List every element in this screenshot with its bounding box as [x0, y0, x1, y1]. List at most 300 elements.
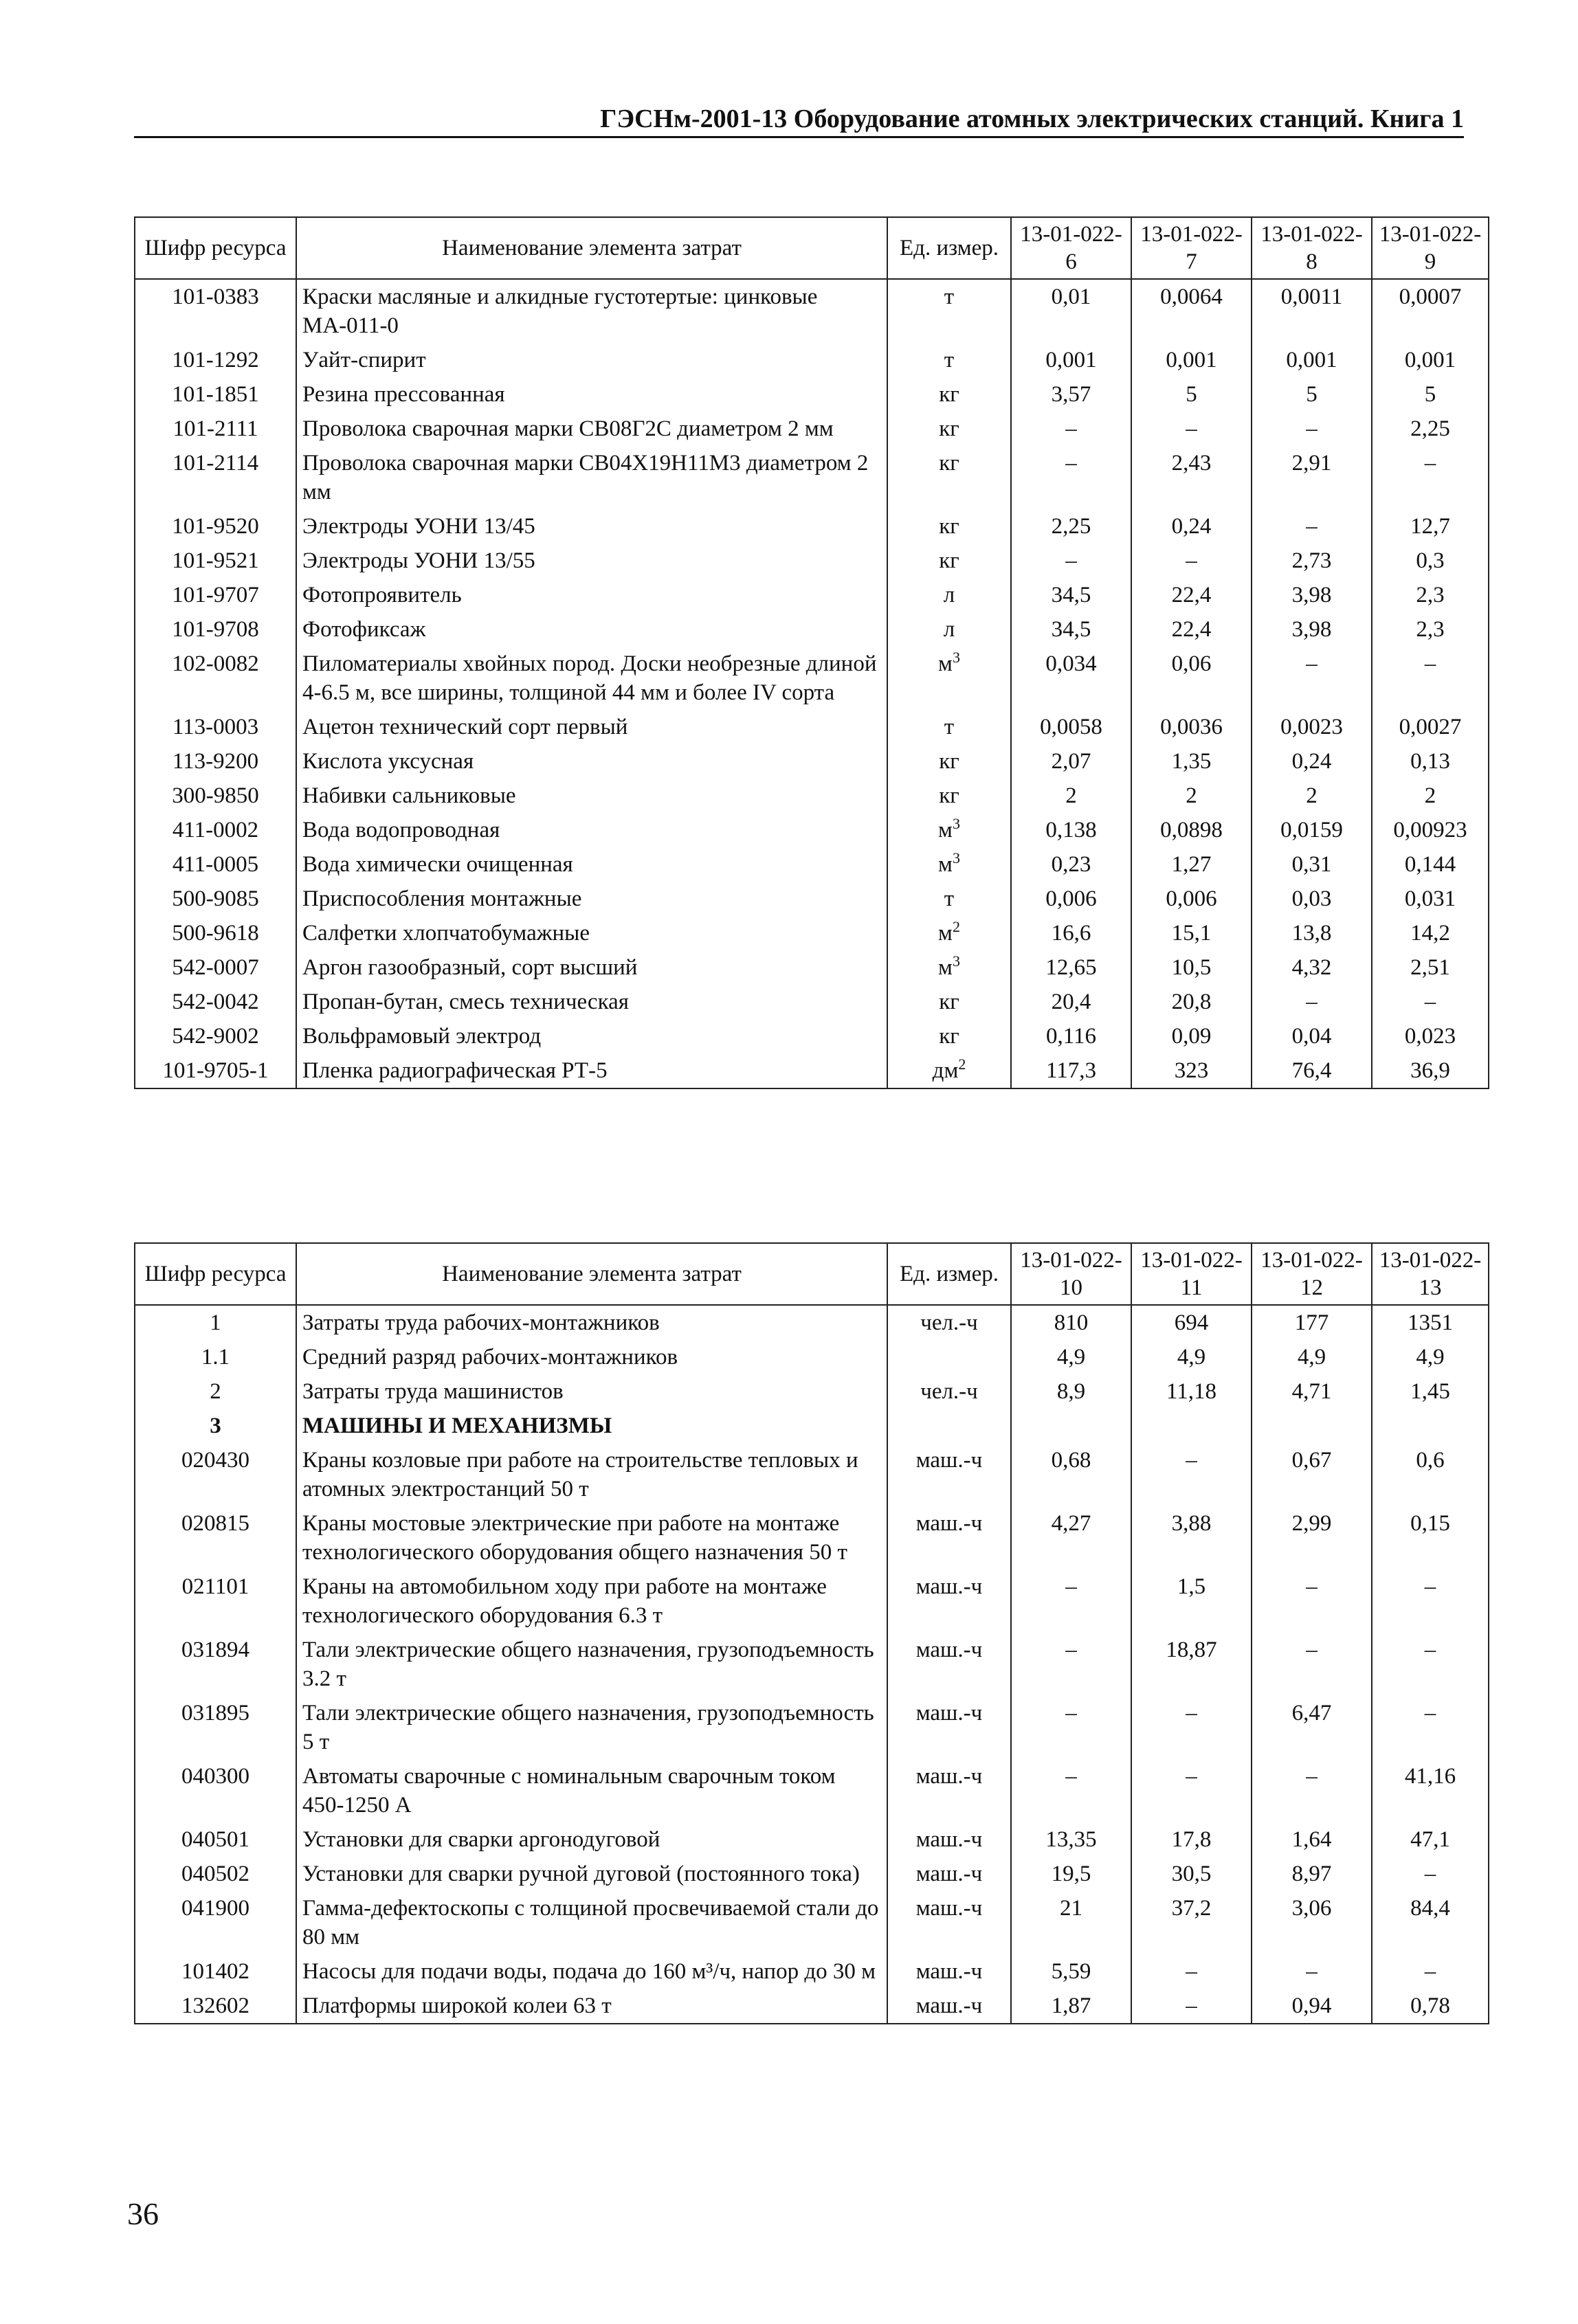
table-row — [135, 1989, 1489, 2024]
norm-value: 0,031 — [1372, 882, 1489, 916]
norm-value: 3,98 — [1252, 612, 1372, 647]
resource-code: 020430 — [135, 1443, 296, 1506]
unit-of-measure: кг — [939, 1024, 959, 1049]
norm-value: 323 — [1131, 1053, 1252, 1088]
norm-value: 0,31 — [1252, 847, 1372, 882]
norm-value: 1,87 — [1011, 1989, 1131, 2024]
unit-of-measure: кг — [939, 783, 959, 808]
unit-of-measure: маш.-ч — [915, 1448, 983, 1473]
unit-cell — [887, 744, 1011, 779]
unit-cell — [887, 1569, 1011, 1633]
norm-value: 12,65 — [1011, 950, 1131, 985]
norm-value: – — [1252, 509, 1372, 544]
table-row — [135, 1954, 1489, 1989]
norm-value: – — [1011, 1759, 1131, 1822]
table-row — [135, 1340, 1489, 1374]
norm-value: 0,0007 — [1372, 279, 1489, 343]
unit-cell — [887, 1053, 1011, 1088]
cost-element-name: МАШИНЫ И МЕХАНИЗМЫ — [296, 1409, 887, 1443]
norm-value: 0,24 — [1252, 744, 1372, 779]
unit-cell — [887, 1340, 1011, 1374]
norm-value: 4,9 — [1131, 1340, 1252, 1374]
cost-element-name: Краны мостовые электрические при работе на монтаже технологического оборудования общего назначения 50 т — [296, 1506, 887, 1569]
cost-element-name: Пропан-бутан, смесь техническая — [296, 985, 887, 1019]
norm-value: 1,64 — [1252, 1822, 1372, 1857]
resource-code: 411-0005 — [135, 847, 296, 882]
unit-cell — [887, 985, 1011, 1019]
unit-of-measure: м — [938, 921, 953, 946]
norm-value: 4,9 — [1011, 1340, 1131, 1374]
table-row — [135, 1443, 1489, 1506]
cost-element-name: Электроды УОНИ 13/55 — [296, 544, 887, 578]
table-header-row — [135, 1243, 1489, 1305]
header-name: Наименование элемента затрат — [296, 217, 887, 279]
resource-code: 101-9521 — [135, 544, 296, 578]
norm-value: – — [1372, 985, 1489, 1019]
page-header: ГЭСНм-2001-13 Оборудование атомных электрических станций. Книга 1 — [134, 103, 1464, 138]
norm-value: 12,7 — [1372, 509, 1489, 544]
table-row — [135, 779, 1489, 813]
unit-exponent: 2 — [952, 918, 960, 935]
table-row — [135, 1759, 1489, 1822]
header-col: 13-01-022-10 — [1011, 1243, 1131, 1305]
resource-code: 040502 — [135, 1857, 296, 1891]
unit-of-measure: т — [944, 284, 955, 309]
unit-of-measure: маш.-ч — [915, 1638, 983, 1662]
unit-exponent: 3 — [952, 849, 960, 867]
table-row — [135, 279, 1489, 343]
cost-element-name: Фотофиксаж — [296, 612, 887, 647]
table-row — [135, 1696, 1489, 1759]
header-col: 13-01-022-6 — [1011, 217, 1131, 279]
unit-exponent: 3 — [952, 952, 960, 970]
norm-value: 2,3 — [1372, 612, 1489, 647]
unit-cell — [887, 612, 1011, 647]
table-row — [135, 813, 1489, 847]
table-row — [135, 343, 1489, 377]
table-row — [135, 446, 1489, 509]
norm-value: 2,25 — [1011, 509, 1131, 544]
cost-element-name: Насосы для подачи воды, подача до 160 м³/ч, напор до 30 м — [296, 1954, 887, 1989]
norm-value — [1252, 1409, 1372, 1443]
norm-value: 22,4 — [1131, 578, 1252, 612]
norm-value: – — [1372, 1696, 1489, 1759]
cost-element-name: Установки для сварки ручной дуговой (постоянного тока) — [296, 1857, 887, 1891]
norm-value: 0,03 — [1252, 882, 1372, 916]
unit-cell — [887, 1759, 1011, 1822]
unit-cell — [887, 1305, 1011, 1340]
norm-value — [1131, 1409, 1252, 1443]
unit-of-measure: кг — [939, 416, 959, 441]
table-row — [135, 1374, 1489, 1409]
norm-value: 0,06 — [1131, 647, 1252, 710]
resource-code: 113-9200 — [135, 744, 296, 779]
unit-of-measure: маш.-ч — [915, 1896, 983, 1921]
norm-value: 0,6 — [1372, 1443, 1489, 1506]
resource-code: 542-0042 — [135, 985, 296, 1019]
norm-value: – — [1252, 1633, 1372, 1696]
unit-of-measure: м — [938, 955, 953, 980]
resource-code: 101-0383 — [135, 279, 296, 343]
header-unit: Ед. измер. — [887, 1243, 1011, 1305]
norm-value: 30,5 — [1131, 1857, 1252, 1891]
norm-value: 34,5 — [1011, 578, 1131, 612]
norm-value — [1011, 1409, 1131, 1443]
unit-cell — [887, 1857, 1011, 1891]
cost-element-name: Автоматы сварочные с номинальным сварочным током 450-1250 А — [296, 1759, 887, 1822]
norm-value: 1,5 — [1131, 1569, 1252, 1633]
norm-value: 0,68 — [1011, 1443, 1131, 1506]
norm-value: – — [1131, 1989, 1252, 2024]
unit-cell — [887, 916, 1011, 950]
norm-value: 1,45 — [1372, 1374, 1489, 1409]
norm-value: – — [1131, 412, 1252, 446]
unit-cell — [887, 710, 1011, 744]
table-row — [135, 1891, 1489, 1954]
unit-of-measure: маш.-ч — [915, 1511, 983, 1536]
norm-value: 36,9 — [1372, 1053, 1489, 1088]
table-row — [135, 1305, 1489, 1340]
norm-value: 0,138 — [1011, 813, 1131, 847]
resource-code: 101-1851 — [135, 377, 296, 412]
norm-value: 0,001 — [1252, 343, 1372, 377]
norm-value: 2,99 — [1252, 1506, 1372, 1569]
norm-value: – — [1372, 1857, 1489, 1891]
norm-value: 37,2 — [1131, 1891, 1252, 1954]
unit-of-measure: чел.-ч — [920, 1379, 978, 1404]
cost-element-name: Электроды УОНИ 13/45 — [296, 509, 887, 544]
norm-value: 0,01 — [1011, 279, 1131, 343]
norm-value: – — [1372, 1954, 1489, 1989]
norm-value: 0,04 — [1252, 1019, 1372, 1053]
norm-value: 47,1 — [1372, 1822, 1489, 1857]
unit-of-measure: кг — [939, 990, 959, 1014]
unit-exponent: 2 — [958, 1055, 966, 1073]
norm-value: 2 — [1131, 779, 1252, 813]
norm-value: 0,15 — [1372, 1506, 1489, 1569]
cost-element-name: Аргон газообразный, сорт высший — [296, 950, 887, 985]
resource-code: 132602 — [135, 1989, 296, 2024]
unit-cell — [887, 1891, 1011, 1954]
norm-value: 0,78 — [1372, 1989, 1489, 2024]
unit-of-measure: маш.-ч — [915, 1862, 983, 1886]
unit-of-measure: маш.-ч — [915, 1764, 983, 1789]
norm-value: 15,1 — [1131, 916, 1252, 950]
norm-value: 0,116 — [1011, 1019, 1131, 1053]
resource-code: 2 — [135, 1374, 296, 1409]
norm-value: 0,001 — [1131, 343, 1252, 377]
table-row — [135, 1053, 1489, 1088]
norm-value: 0,0159 — [1252, 813, 1372, 847]
cost-element-name: Краны на автомобильном ходу при работе на монтаже технологического оборудования 6.3 т — [296, 1569, 887, 1633]
unit-of-measure: л — [943, 617, 955, 642]
norm-value: 1,35 — [1131, 744, 1252, 779]
header-col: 13-01-022-11 — [1131, 1243, 1252, 1305]
cost-element-name: Краски масляные и алкидные густотертые: цинковые МА-011-0 — [296, 279, 887, 343]
resource-code: 101-9708 — [135, 612, 296, 647]
cost-element-name: Вода химически очищенная — [296, 847, 887, 882]
norm-value: 3,57 — [1011, 377, 1131, 412]
norm-value: – — [1131, 1954, 1252, 1989]
cost-element-name: Проволока сварочная марки СВ08Г2С диаметром 2 мм — [296, 412, 887, 446]
table-row — [135, 612, 1489, 647]
norm-value — [1372, 1409, 1489, 1443]
cost-element-name: Приспособления монтажные — [296, 882, 887, 916]
norm-value: 19,5 — [1011, 1857, 1131, 1891]
norm-value: – — [1372, 1569, 1489, 1633]
norm-value: 2,25 — [1372, 412, 1489, 446]
norm-value: 0,006 — [1131, 882, 1252, 916]
norm-value: – — [1131, 1696, 1252, 1759]
norm-value: – — [1011, 1569, 1131, 1633]
unit-cell — [887, 1989, 1011, 2024]
unit-of-measure: кг — [939, 451, 959, 476]
resource-code: 113-0003 — [135, 710, 296, 744]
norm-value: 0,023 — [1372, 1019, 1489, 1053]
unit-cell — [887, 1822, 1011, 1857]
cost-element-name: Затраты труда машинистов — [296, 1374, 887, 1409]
norm-value: 0,001 — [1372, 343, 1489, 377]
norm-value: 4,71 — [1252, 1374, 1372, 1409]
norm-value: 18,87 — [1131, 1633, 1252, 1696]
resource-code: 102-0082 — [135, 647, 296, 710]
resource-code: 300-9850 — [135, 779, 296, 813]
resource-code: 101-9705-1 — [135, 1053, 296, 1088]
norm-value: 41,16 — [1372, 1759, 1489, 1822]
resource-code: 500-9618 — [135, 916, 296, 950]
norm-value: – — [1252, 985, 1372, 1019]
unit-cell — [887, 647, 1011, 710]
norm-value: 0,0027 — [1372, 710, 1489, 744]
table-row — [135, 916, 1489, 950]
unit-of-measure: м — [938, 651, 953, 676]
norm-value: 2,91 — [1252, 446, 1372, 509]
unit-exponent: 3 — [952, 649, 960, 666]
unit-cell — [887, 950, 1011, 985]
norm-value: 5 — [1131, 377, 1252, 412]
resource-code: 101-9520 — [135, 509, 296, 544]
norm-value: 0,23 — [1011, 847, 1131, 882]
header-col: 13-01-022-8 — [1252, 217, 1372, 279]
norm-value: – — [1011, 1633, 1131, 1696]
norm-value: 10,5 — [1131, 950, 1252, 985]
unit-cell — [887, 1696, 1011, 1759]
unit-cell — [887, 1633, 1011, 1696]
cost-element-name: Установки для сварки аргонодуговой — [296, 1822, 887, 1857]
cost-element-name: Пиломатериалы хвойных пород. Доски необрезные длиной 4-6.5 м, все ширины, толщиной 44 мм и более IV сорта — [296, 647, 887, 710]
materials-table — [134, 216, 1489, 1089]
norm-value: 0,3 — [1372, 544, 1489, 578]
cost-element-name: Вода водопроводная — [296, 813, 887, 847]
unit-of-measure: м — [938, 818, 953, 842]
norm-value: 21 — [1011, 1891, 1131, 1954]
norm-value: – — [1372, 647, 1489, 710]
norm-value: – — [1011, 412, 1131, 446]
norm-value: 0,0898 — [1131, 813, 1252, 847]
norm-value: 5 — [1252, 377, 1372, 412]
unit-of-measure: чел.-ч — [920, 1310, 978, 1335]
norm-value: 0,0023 — [1252, 710, 1372, 744]
unit-of-measure: т — [944, 348, 955, 372]
cost-element-name: Краны козловые при работе на строительстве тепловых и атомных электростанций 50 т — [296, 1443, 887, 1506]
norm-value: 13,8 — [1252, 916, 1372, 950]
cost-element-name: Резина прессованная — [296, 377, 887, 412]
norm-value: 6,47 — [1252, 1696, 1372, 1759]
unit-cell — [887, 377, 1011, 412]
norm-value: – — [1011, 1696, 1131, 1759]
norm-value: – — [1131, 1759, 1252, 1822]
unit-of-measure: кг — [939, 749, 959, 774]
header-col: 13-01-022-7 — [1131, 217, 1252, 279]
table-row — [135, 544, 1489, 578]
norm-value: 0,00923 — [1372, 813, 1489, 847]
unit-cell — [887, 578, 1011, 612]
norm-value: 0,144 — [1372, 847, 1489, 882]
table-row — [135, 377, 1489, 412]
norm-value: 8,9 — [1011, 1374, 1131, 1409]
norm-value: 2,3 — [1372, 578, 1489, 612]
table-row — [135, 509, 1489, 544]
norm-value: 5,59 — [1011, 1954, 1131, 1989]
norm-value: 20,4 — [1011, 985, 1131, 1019]
table-row — [135, 1506, 1489, 1569]
table-row — [135, 710, 1489, 744]
header-code: Шифр ресурса — [135, 217, 296, 279]
resource-code: 1.1 — [135, 1340, 296, 1374]
table-row — [135, 412, 1489, 446]
table-row — [135, 950, 1489, 985]
cost-element-name: Вольфрамовый электрод — [296, 1019, 887, 1053]
header-col: 13-01-022-9 — [1372, 217, 1489, 279]
norm-value: 20,8 — [1131, 985, 1252, 1019]
norm-value: 4,9 — [1372, 1340, 1489, 1374]
norm-value: 76,4 — [1252, 1053, 1372, 1088]
unit-of-measure: маш.-ч — [915, 1827, 983, 1852]
norm-value: 2 — [1372, 779, 1489, 813]
norm-value: 8,97 — [1252, 1857, 1372, 1891]
unit-cell — [887, 509, 1011, 544]
norm-value: 3,88 — [1131, 1506, 1252, 1569]
norm-value: 0,67 — [1252, 1443, 1372, 1506]
unit-cell — [887, 847, 1011, 882]
norm-value: 2 — [1011, 779, 1131, 813]
resource-code: 101-1292 — [135, 343, 296, 377]
resource-code: 101-2111 — [135, 412, 296, 446]
resource-code: 021101 — [135, 1569, 296, 1633]
norm-value: 16,6 — [1011, 916, 1131, 950]
unit-cell — [887, 1409, 1011, 1443]
unit-cell — [887, 1374, 1011, 1409]
unit-cell — [887, 1506, 1011, 1569]
norm-value: 0,94 — [1252, 1989, 1372, 2024]
norm-value: 0,034 — [1011, 647, 1131, 710]
norm-value: 13,35 — [1011, 1822, 1131, 1857]
cost-element-name: Тали электрические общего назначения, грузоподъемность 5 т — [296, 1696, 887, 1759]
table-row — [135, 882, 1489, 916]
header-col: 13-01-022-13 — [1372, 1243, 1489, 1305]
unit-cell — [887, 813, 1011, 847]
table-row — [135, 647, 1489, 710]
norm-value: 3,06 — [1252, 1891, 1372, 1954]
resource-code: 031895 — [135, 1696, 296, 1759]
norm-value: – — [1252, 412, 1372, 446]
norm-value: 0,0011 — [1252, 279, 1372, 343]
norm-value: 0,0064 — [1131, 279, 1252, 343]
norm-value: 0,24 — [1131, 509, 1252, 544]
resource-code: 041900 — [135, 1891, 296, 1954]
unit-of-measure: т — [944, 886, 955, 911]
resource-code: 542-0007 — [135, 950, 296, 985]
cost-element-name: Пленка радиографическая РТ-5 — [296, 1053, 887, 1088]
cost-element-name: Уайт-спирит — [296, 343, 887, 377]
resource-code: 020815 — [135, 1506, 296, 1569]
cost-element-name: Затраты труда рабочих-монтажников — [296, 1305, 887, 1340]
unit-cell — [887, 1954, 1011, 1989]
norm-value: – — [1131, 1443, 1252, 1506]
unit-exponent: 3 — [952, 815, 960, 832]
norm-value: 1351 — [1372, 1305, 1489, 1340]
cost-element-name: Гамма-дефектоскопы с толщиной просвечиваемой стали до 80 мм — [296, 1891, 887, 1954]
unit-cell — [887, 446, 1011, 509]
resource-code: 101402 — [135, 1954, 296, 1989]
unit-cell — [887, 343, 1011, 377]
norm-value: 0,09 — [1131, 1019, 1252, 1053]
norm-value: 11,18 — [1131, 1374, 1252, 1409]
norm-value: – — [1252, 1759, 1372, 1822]
unit-of-measure: т — [944, 715, 955, 739]
table-row — [135, 1857, 1489, 1891]
norm-value: – — [1252, 1569, 1372, 1633]
norm-value: 2,73 — [1252, 544, 1372, 578]
norm-value: – — [1131, 544, 1252, 578]
norm-value: 2,07 — [1011, 744, 1131, 779]
unit-of-measure: маш.-ч — [915, 1993, 983, 2018]
norm-value: 2,51 — [1372, 950, 1489, 985]
cost-element-name: Средний разряд рабочих-монтажников — [296, 1340, 887, 1374]
unit-of-measure: м — [938, 852, 953, 877]
cost-element-name: Салфетки хлопчатобумажные — [296, 916, 887, 950]
norm-value: 5 — [1372, 377, 1489, 412]
cost-element-name: Тали электрические общего назначения, грузоподъемность 3.2 т — [296, 1633, 887, 1696]
unit-of-measure: л — [943, 583, 955, 607]
header-unit: Ед. измер. — [887, 217, 1011, 279]
norm-value: 694 — [1131, 1305, 1252, 1340]
cost-element-name: Набивки сальниковые — [296, 779, 887, 813]
norm-value: – — [1252, 647, 1372, 710]
unit-of-measure: кг — [939, 382, 959, 407]
unit-of-measure: маш.-ч — [915, 1701, 983, 1725]
norm-value: 117,3 — [1011, 1053, 1131, 1088]
resource-code: 1 — [135, 1305, 296, 1340]
header-code: Шифр ресурса — [135, 1243, 296, 1305]
unit-cell — [887, 882, 1011, 916]
table-row — [135, 578, 1489, 612]
unit-of-measure: маш.-ч — [915, 1959, 983, 1984]
norm-value: 4,27 — [1011, 1506, 1131, 1569]
norm-value: 0,0036 — [1131, 710, 1252, 744]
resource-code: 040300 — [135, 1759, 296, 1822]
labor-machines-table — [134, 1242, 1489, 2024]
norm-value: 810 — [1011, 1305, 1131, 1340]
table-row — [135, 1409, 1489, 1443]
norm-value: 0,001 — [1011, 343, 1131, 377]
resource-code: 031894 — [135, 1633, 296, 1696]
unit-of-measure: кг — [939, 548, 959, 573]
unit-of-measure: маш.-ч — [915, 1574, 983, 1599]
header-col: 13-01-022-12 — [1252, 1243, 1372, 1305]
table-header-row — [135, 217, 1489, 279]
norm-value: 0,0058 — [1011, 710, 1131, 744]
